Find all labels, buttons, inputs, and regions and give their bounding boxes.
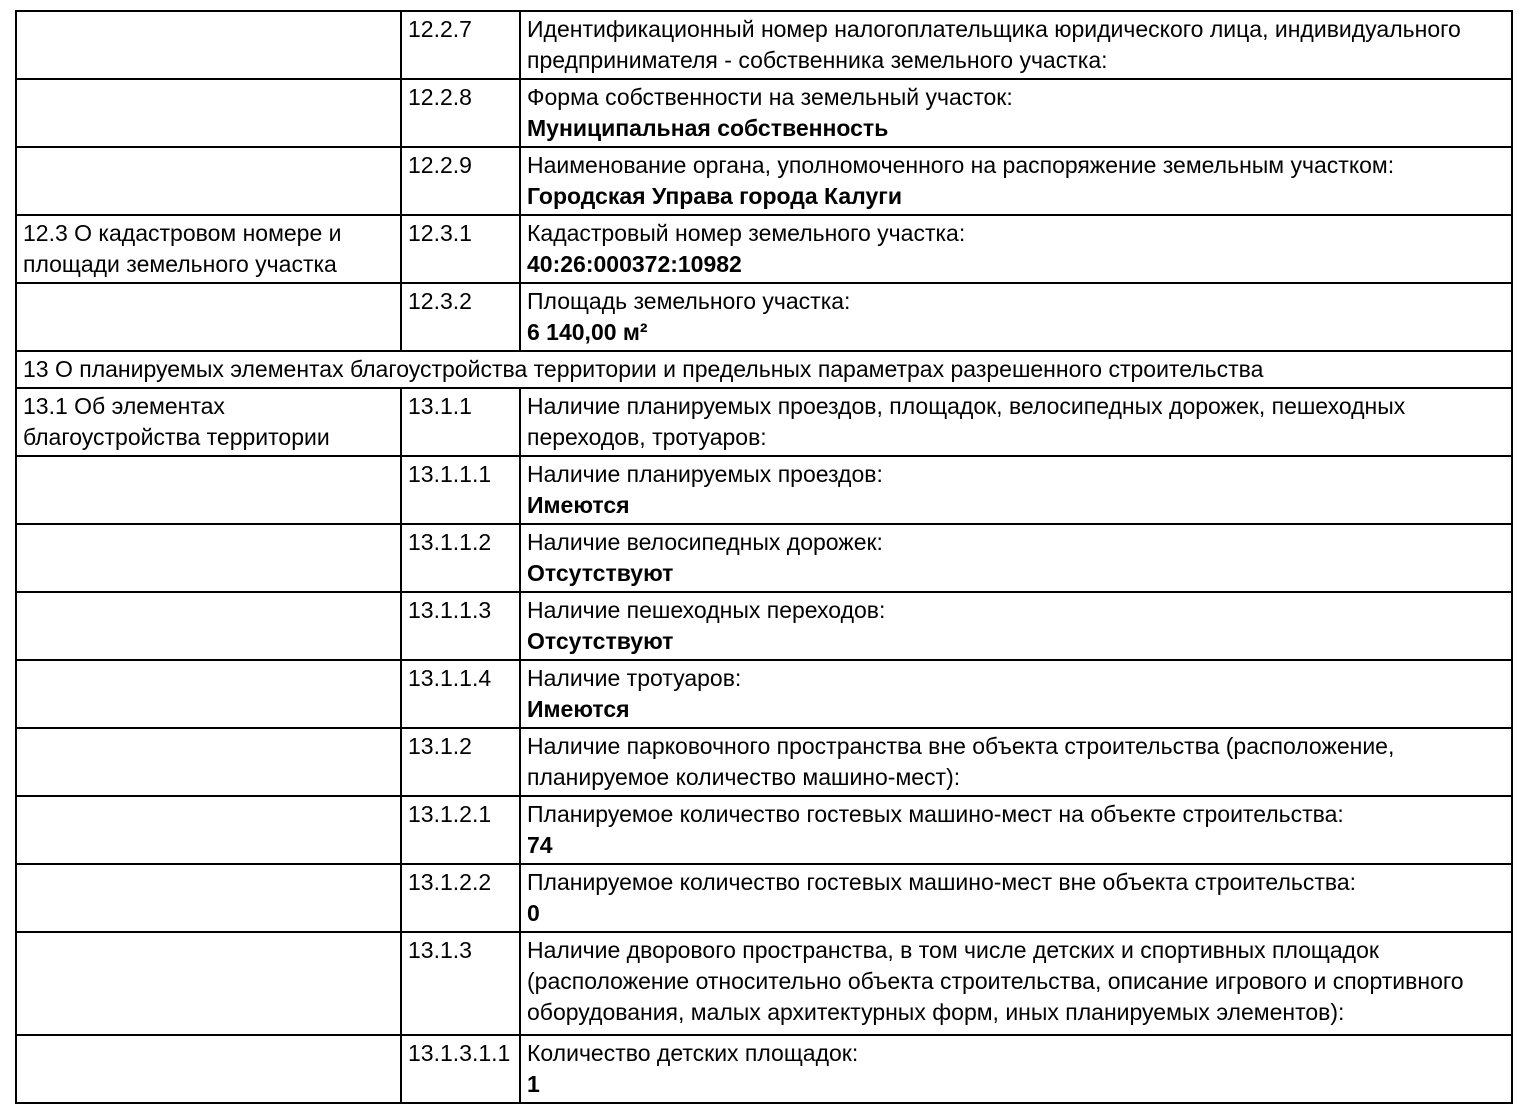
item-content [520, 388, 1512, 456]
item-content [520, 660, 1512, 728]
table-row-12-3-1 [16, 215, 1512, 283]
item-label: Наличие планируемых проездов, площадок, велосипедных дорожек, пешеходных переходов, тротуаров: [527, 393, 1406, 450]
section-cell [16, 456, 401, 524]
section-header: 13 О планируемых элементах благоустройства территории и предельных параметрах разрешенного строительства [16, 351, 1512, 388]
item-label: Планируемое количество гостевых машино-мест вне объекта строительства: [527, 869, 1357, 895]
section-cell [16, 728, 401, 796]
item-label: Форма собственности на земельный участок: [527, 84, 1013, 110]
item-content [520, 864, 1512, 932]
item-number: 12.3.2 [401, 283, 520, 351]
item-value: Городская Управа города Калуги [527, 183, 902, 209]
item-content [520, 11, 1512, 79]
table-row-13-1-3-1-1 [16, 1035, 1512, 1103]
section-cell: 13.1 Об элементах благоустройства территории [16, 388, 401, 456]
item-number: 12.2.9 [401, 147, 520, 215]
item-number: 13.1.2 [401, 728, 520, 796]
item-value: 40:26:000372:10982 [527, 251, 742, 277]
section-cell [16, 660, 401, 728]
section-cell [16, 592, 401, 660]
item-number: 13.1.1.1 [401, 456, 520, 524]
item-value: Имеются [527, 696, 630, 722]
item-value: 0 [527, 900, 540, 926]
table-row-13-1-2 [16, 728, 1512, 796]
section-cell [16, 11, 401, 79]
item-label: Наименование органа, уполномоченного на распоряжение земельным участком: [527, 152, 1395, 178]
item-label: Наличие тротуаров: [527, 665, 742, 691]
item-number: 13.1.1.4 [401, 660, 520, 728]
table-row-13-1-1-4 [16, 660, 1512, 728]
section-cell [16, 932, 401, 1035]
table-row-13-1-1-1 [16, 456, 1512, 524]
section-cell [16, 524, 401, 592]
item-content [520, 932, 1512, 1035]
item-number: 13.1.2.1 [401, 796, 520, 864]
item-label: Идентификационный номер налогоплательщика юридического лица, индивидуального предпринимателя - собственника земельного участка: [527, 16, 1461, 73]
item-value: 6 140,00 м² [527, 319, 648, 345]
item-content [520, 728, 1512, 796]
section-cell [16, 864, 401, 932]
table-row-13-1-2-2 [16, 864, 1512, 932]
table-row-12-2-9 [16, 147, 1512, 215]
item-label: Наличие дворового пространства, в том числе детских и спортивных площадок (расположение относительно объекта строительства, описание игрового и спортивного оборудования, малых архитектурных форм, иных планируемых элементов): [527, 937, 1464, 1025]
table-row-12-2-7 [16, 11, 1512, 79]
item-label: Наличие велосипедных дорожек: [527, 529, 883, 555]
item-content [520, 456, 1512, 524]
item-label: Наличие пешеходных переходов: [527, 597, 886, 623]
item-content [520, 796, 1512, 864]
table-row-13-1-3 [16, 932, 1512, 1035]
table-row-13-1-1-3 [16, 592, 1512, 660]
item-number: 13.1.2.2 [401, 864, 520, 932]
section-header-row-13 [16, 351, 1512, 388]
item-content [520, 524, 1512, 592]
section-cell [16, 147, 401, 215]
item-label: Планируемое количество гостевых машино-мест на объекте строительства: [527, 801, 1344, 827]
item-number: 13.1.1 [401, 388, 520, 456]
item-value: Отсутствуют [527, 628, 674, 654]
item-content [520, 1035, 1512, 1103]
item-value: Имеются [527, 492, 630, 518]
section-cell [16, 283, 401, 351]
item-value: 1 [527, 1071, 540, 1097]
section-cell [16, 1035, 401, 1103]
item-number: 12.3.1 [401, 215, 520, 283]
section-cell [16, 79, 401, 147]
item-content [520, 592, 1512, 660]
item-label: Количество детских площадок: [527, 1040, 859, 1066]
item-label: Наличие парковочного пространства вне объекта строительства (расположение, планируемое количество машино-мест): [527, 733, 1395, 790]
item-content [520, 79, 1512, 147]
item-label: Площадь земельного участка: [527, 288, 851, 314]
item-number: 12.2.7 [401, 11, 520, 79]
table-row-12-2-8 [16, 79, 1512, 147]
section-cell [16, 796, 401, 864]
item-number: 13.1.3 [401, 932, 520, 1035]
item-content [520, 215, 1512, 283]
section-cell: 12.3 О кадастровом номере и площади земельного участка [16, 215, 401, 283]
item-number: 13.1.1.3 [401, 592, 520, 660]
item-label: Наличие планируемых проездов: [527, 461, 883, 487]
item-value: Муниципальная собственность [527, 115, 889, 141]
item-content [520, 283, 1512, 351]
item-value: Отсутствуют [527, 560, 674, 586]
table-row-12-3-2 [16, 283, 1512, 351]
item-number: 13.1.1.2 [401, 524, 520, 592]
item-number: 12.2.8 [401, 79, 520, 147]
item-number: 13.1.3.1.1 [401, 1035, 520, 1103]
item-content [520, 147, 1512, 215]
item-value: 74 [527, 832, 553, 858]
table-row-13-1-2-1 [16, 796, 1512, 864]
table-row-13-1-1-2 [16, 524, 1512, 592]
declaration-table [15, 10, 1513, 1104]
table-row-13-1-1 [16, 388, 1512, 456]
item-label: Кадастровый номер земельного участка: [527, 220, 966, 246]
